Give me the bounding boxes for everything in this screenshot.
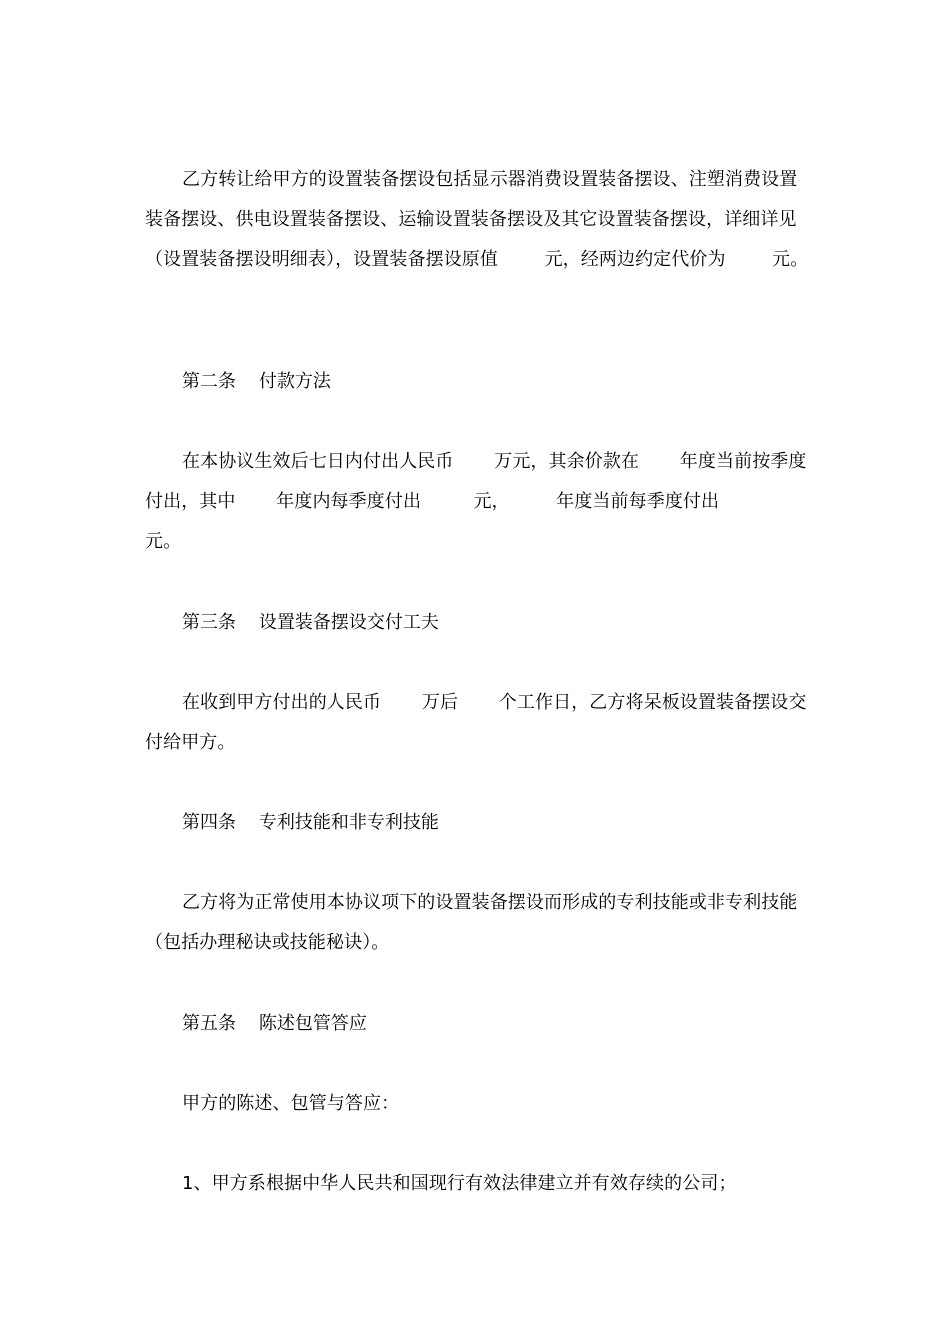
article-2-heading: 第二条 付款方法 xyxy=(182,371,331,392)
paragraph-delivery-time: 在收到甲方付出的人民币 万后 个工作日，乙方将呆板设置装备摆设交付给甲方。 xyxy=(145,692,807,753)
article-4-heading: 第四条 专利技能和非专利技能 xyxy=(182,812,439,833)
paragraph-patent-technology: 乙方将为正常使用本协议项下的设置装备摆设而形成的专利技能或非专利技能（包括办理秘诀或技能秘诀）。 xyxy=(145,892,798,953)
list-item-1: 1、甲方系根据中华人民共和国现行有效法律建立并有效存续的公司； xyxy=(182,1173,737,1194)
paragraph-payment-method: 在本协议生效后七日内付出人民币 万元，其余价款在 年度当前按季度付出，其中 年度内每季度付出 元， 年度当前每季度付出 元。 xyxy=(145,451,807,552)
paragraph-equipment-transfer: 乙方转让给甲方的设置装备摆设包括显示器消费设置装备摆设、注塑消费设置装备摆设、供电设置装备摆设、运输设置装备摆设及其它设置装备摆设，详细详见（设置装备摆设明细表），设置装备摆设原值 元，经两边约定代价为 元。 xyxy=(145,169,809,270)
article-5-heading: 第五条 陈述包管答应 xyxy=(182,1013,367,1034)
paragraph-party-a-statements: 甲方的陈述、包管与答应： xyxy=(182,1093,400,1114)
article-3-heading: 第三条 设置装备摆设交付工夫 xyxy=(182,612,439,633)
